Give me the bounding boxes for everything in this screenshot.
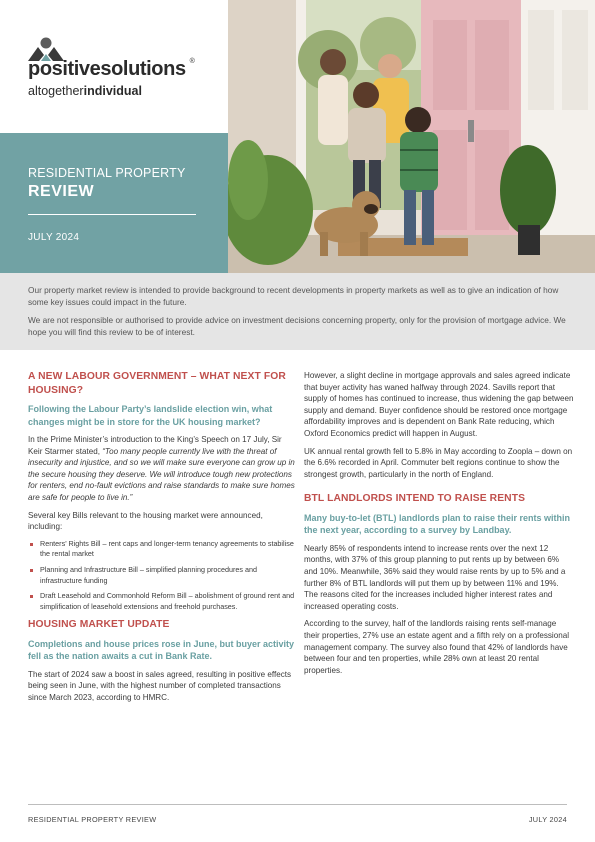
btl-survey-paragraph: According to the survey, half of the landlords raising rents self-manage their properties, 27% use an estate agent and a fifth rely on a professional management company. The survey also found that 42% of landlords have between four and ten properties, while 28% own at least 20 rental properties. <box>304 619 570 675</box>
left-column <box>28 370 298 710</box>
list-item: Planning and Infrastructure Bill – simplified planning procedures and infrastructure funding <box>28 565 298 586</box>
title-divider <box>28 214 196 215</box>
intro-band <box>0 273 595 350</box>
footer-title: RESIDENTIAL PROPERTY REVIEW <box>28 815 157 824</box>
bills-list <box>28 539 298 613</box>
footer-date: JULY 2024 <box>528 815 567 824</box>
brand-name: positivesolutions ® <box>28 58 195 80</box>
section-lead-btl: Many buy-to-let (BTL) landlords plan to raise their rents within the next year, according to a survey by Landbay. <box>304 512 571 536</box>
page-footer <box>28 804 567 824</box>
brand-tagline: altogetherindividual <box>28 84 142 98</box>
intro-disclaimer: We are not responsible or authorised to provide advice on investment decisions concerning property, only for the provision of mortgage advice. We hope you will find this review to be of interest. <box>28 315 566 337</box>
section-heading-btl: BTL LANDLORDS INTEND TO RAISE RENTS <box>304 493 526 505</box>
rental-growth-paragraph: UK annual rental growth fell to 5.8% in May according to Zoopla – down on the 6.6% recorded in April. Commuter belt regions continue to show the strongest growth, particularly in the north of England. <box>304 446 573 479</box>
btl-rent-paragraph: Nearly 85% of respondents intend to increase rents over the next 12 months, with 37% of this group planning to put rents up by between 6% and 10%. Meanwhile, 36% said they would raise rents by up to 5% and a further 8% of BTL landlords will put them up by between 11% and 19%. The reasons cited for the increases included higher interest rates and increased operating costs. <box>304 543 566 611</box>
family-entering-home-photo <box>228 0 595 273</box>
bills-intro-paragraph: Several key Bills relevant to the housing market were announced, including: <box>28 510 263 532</box>
list-item: Renters’ Rights Bill – rent caps and longer-term tenancy agreements to stabilise the rental market <box>28 539 298 560</box>
doc-title: REVIEW <box>28 183 95 200</box>
intro-paragraph: Our property market review is intended to provide background to recent developments in property markets as well as to give an indication of how some key issues could impact in the future. <box>28 285 559 307</box>
section-heading-housing-market: HOUSING MARKET UPDATE <box>28 619 170 631</box>
page-header <box>0 0 595 273</box>
section-heading-labour: A NEW LABOUR GOVERNMENT – WHAT NEXT FOR HOUSING? <box>28 371 286 396</box>
section-lead-labour: Following the Labour Party’s landslide election win, what changes might be in store for the UK housing market? <box>28 404 273 427</box>
section-lead-housing-market: Completions and house prices rose in June, but buyer activity fell as the nation awaits a cut in Bank Rate. <box>28 638 295 662</box>
title-panel <box>0 133 228 273</box>
housing-market-paragraph: The start of 2024 saw a boost in sales agreed, resulting in positive effects being seen in June, with the highest number of completed transactions since March 2023, according to HMRC. <box>28 669 292 702</box>
list-item: Draft Leasehold and Commonhold Reform Bill – abolishment of ground rent and simplification of leasehold extensions and freehold purchases. <box>28 591 298 612</box>
doc-subtitle: RESIDENTIAL PROPERTY <box>28 166 186 180</box>
right-column <box>304 370 574 682</box>
doc-date: JULY 2024 <box>28 232 80 243</box>
kings-speech-paragraph: In the Prime Minister’s introduction to the King’s Speech on 17 July, Sir Keir Starmer stated, “Too many people currently live with the threat of insecurity and injustice, and so we will make sure everyone can grow up in the secure housing they deserve. We will introduce tough new protections for renters, end no-fault evictions and raise standards to make sure homes are safe for people to live in.” <box>28 435 295 502</box>
logo-area <box>0 0 228 133</box>
buyer-activity-paragraph: However, a slight decline in mortgage approvals and sales agreed indicate that buyer activity has waned halfway through 2024. Savills report that supply of homes has continued to increase, thus widening the gap between supply and demand. Buyer confidence should be restored once mortgage affordability improves and is dependent on Bank Rate reducing, which Oxford Economics predict will happen in August. <box>304 371 574 438</box>
